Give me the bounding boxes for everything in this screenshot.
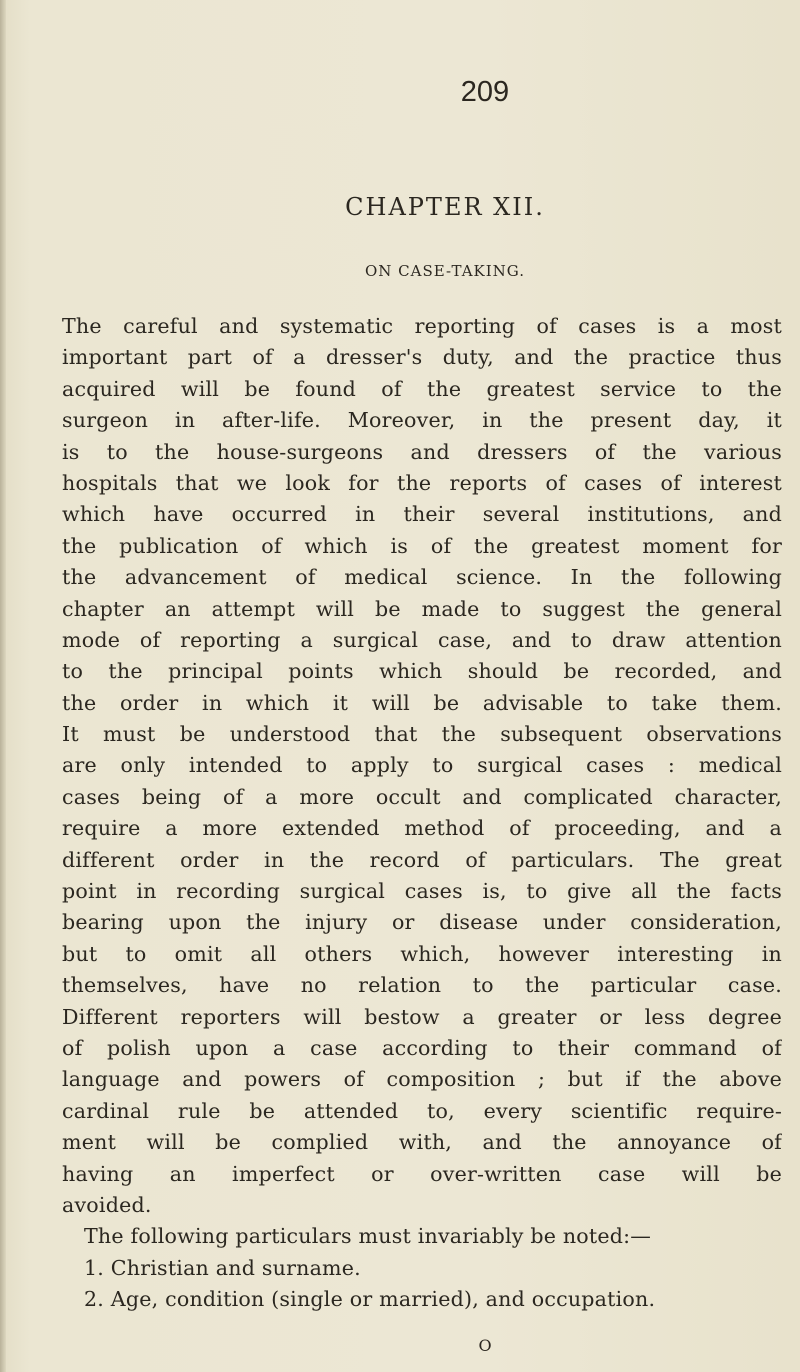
text-line: cases being of a more occult and complicated character, <box>62 784 782 809</box>
text-line: point in recording surgical cases is, to give all the facts <box>62 879 782 904</box>
text-line: are only intended to apply to surgical cases : medical <box>62 753 782 778</box>
text-line: cardinal rule be attended to, every scientific require- <box>62 1098 782 1123</box>
particulars-list <box>62 1253 782 1316</box>
text-line: surgeon in after-life. Moreover, in the present day, it <box>62 408 782 433</box>
text-line: require a more extended method of proceeding, and a <box>62 816 782 841</box>
text-line: acquired will be found of the greatest service to the <box>62 376 782 401</box>
text-line: which have occurred in their several institutions, and <box>62 502 782 527</box>
text-line: chapter an attempt will be made to suggest the general <box>62 596 782 621</box>
signature-mark: O <box>478 1336 492 1355</box>
body-text <box>62 311 782 1316</box>
text-line: is to the house-surgeons and dressers of the various <box>62 439 782 464</box>
text-line: but to omit all others which, however interesting in <box>62 941 782 966</box>
text-line: bearing upon the injury or disease under consideration, <box>62 910 782 935</box>
text-line: mode of reporting a surgical case, and to draw attention <box>62 627 782 652</box>
text-line: The following particulars must invariably be noted:— <box>84 1224 652 1249</box>
text-line: the publication of which is of the greatest moment for <box>62 533 782 558</box>
text-line: avoided. <box>62 1192 152 1217</box>
text-line: themselves, have no relation to the particular case. <box>62 973 782 998</box>
text-line: to the principal points which should be recorded, and <box>62 659 782 684</box>
page-number: 209 <box>460 76 510 108</box>
text-line: It must be understood that the subsequent observations <box>62 722 782 747</box>
text-line: Different reporters will bestow a greater or less degree <box>62 1004 782 1029</box>
text-line: the order in which it will be advisable to take them. <box>62 690 782 715</box>
chapter-subtitle: ON CASE-TAKING. <box>364 262 526 280</box>
list-item: 1. Christian and surname. <box>84 1255 361 1280</box>
chapter-title: CHAPTER XII. <box>345 193 545 221</box>
text-line: the advancement of medical science. In the following <box>62 565 782 590</box>
list-item: 2. Age, condition (single or married), and occupation. <box>84 1287 656 1312</box>
text-line: of polish upon a case according to their command of <box>62 1035 782 1060</box>
text-line: ment will be complied with, and the annoyance of <box>62 1130 782 1155</box>
text-line: having an imperfect or over-written case will be <box>62 1161 782 1186</box>
text-line: different order in the record of particulars. The great <box>62 847 782 872</box>
text-line: important part of a dresser's duty, and the practice thus <box>62 345 782 370</box>
paragraph-2 <box>62 1221 782 1252</box>
text-line: language and powers of composition ; but if the above <box>62 1067 782 1092</box>
paragraph-1 <box>62 311 782 1221</box>
text-line: The careful and systematic reporting of cases is a most <box>62 314 782 338</box>
text-line: hospitals that we look for the reports of cases of interest <box>62 470 782 495</box>
